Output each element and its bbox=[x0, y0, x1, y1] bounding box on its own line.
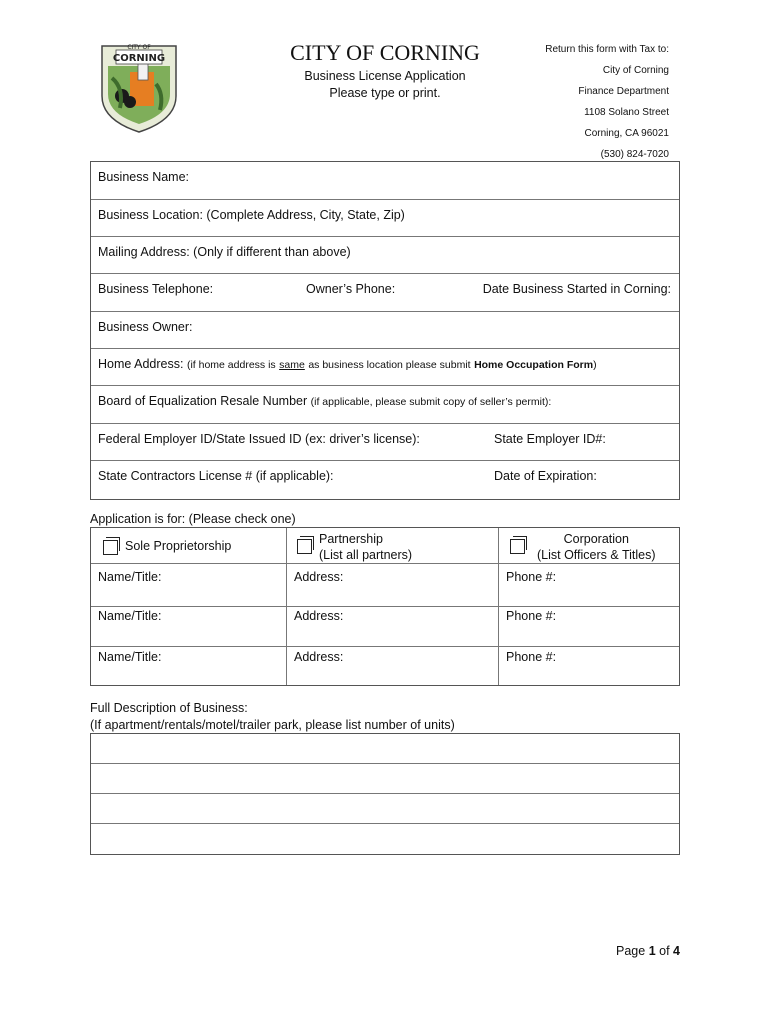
table-row bbox=[91, 647, 679, 685]
home-occupation-form-ref: Home Occupation Form bbox=[474, 359, 594, 371]
partnership-label bbox=[319, 531, 412, 563]
home-note-end: ) bbox=[593, 359, 597, 371]
home-note: as business location please submit bbox=[308, 359, 471, 371]
description-label-1: Full Description of Business: bbox=[90, 701, 248, 715]
phone-label: Phone #: bbox=[506, 650, 557, 664]
partnership-checkbox[interactable] bbox=[297, 539, 312, 554]
home-note: (if home address is bbox=[186, 359, 276, 371]
application-table bbox=[90, 527, 680, 686]
page-word: Page bbox=[616, 944, 646, 958]
page-of: of bbox=[659, 944, 670, 958]
boe-text: Board of Equalization Resale Number bbox=[98, 394, 308, 408]
partnership-label-1: Partnership bbox=[319, 532, 383, 546]
address-label: Address: bbox=[294, 650, 344, 664]
svg-text:CORNING: CORNING bbox=[112, 53, 166, 64]
application-type-label: Application is for: (Please check one) bbox=[90, 512, 296, 526]
home-note-same: same bbox=[279, 359, 305, 371]
business-owner-label: Business Owner: bbox=[98, 320, 193, 334]
phone-label: Phone #: bbox=[506, 570, 557, 584]
corporation-option[interactable] bbox=[499, 528, 679, 563]
description-line[interactable] bbox=[91, 734, 679, 764]
city-seal-logo bbox=[94, 38, 184, 134]
business-name-label: Business Name: bbox=[98, 170, 190, 184]
address-label: Address: bbox=[294, 609, 344, 623]
return-line: 1108 Solano Street bbox=[584, 107, 669, 118]
business-name-field[interactable] bbox=[91, 162, 679, 200]
return-line: Corning, CA 96021 bbox=[584, 128, 669, 139]
state-employer-id-label: State Employer ID#: bbox=[494, 432, 606, 446]
description-label-2: (If apartment/rentals/motel/trailer park, please list number of units) bbox=[90, 718, 455, 732]
description-label bbox=[90, 700, 455, 734]
subtitle-line-2: Please type or print. bbox=[329, 86, 441, 100]
mailing-address-label: Mailing Address: (Only if different than above) bbox=[98, 245, 351, 259]
federal-id-label: Federal Employer ID/State Issued ID (ex: driver’s license): bbox=[98, 432, 420, 446]
corporation-checkbox[interactable] bbox=[510, 539, 525, 554]
table-row bbox=[91, 607, 679, 647]
date-started-label: Date Business Started in Corning: bbox=[482, 282, 671, 296]
boe-label bbox=[98, 394, 551, 408]
partnership-option[interactable] bbox=[287, 528, 499, 563]
description-line[interactable] bbox=[91, 794, 679, 824]
business-owner-field[interactable] bbox=[91, 312, 679, 349]
address-label: Address: bbox=[294, 570, 344, 584]
corporation-label-1: Corporation bbox=[563, 532, 629, 546]
phone-row[interactable] bbox=[91, 274, 679, 312]
page-current: 1 bbox=[648, 944, 656, 958]
mailing-address-field[interactable] bbox=[91, 237, 679, 274]
address-cell[interactable] bbox=[287, 647, 499, 685]
page-number bbox=[616, 944, 680, 958]
name-title-cell[interactable] bbox=[91, 647, 287, 685]
svg-text:CITY OF: CITY OF bbox=[127, 44, 151, 51]
name-title-label: Name/Title: bbox=[98, 570, 162, 584]
business-info-table bbox=[90, 161, 680, 500]
phone-cell[interactable] bbox=[499, 607, 679, 646]
form-title: CITY OF CORNING bbox=[290, 40, 480, 65]
form-subtitle bbox=[270, 68, 500, 102]
phone-label: Phone #: bbox=[506, 609, 557, 623]
address-cell[interactable] bbox=[287, 607, 499, 646]
contractors-license-label: State Contractors License # (if applicable): bbox=[98, 469, 334, 483]
return-line: (530) 824-7020 bbox=[600, 149, 669, 160]
business-location-label: Business Location: (Complete Address, City, State, Zip) bbox=[98, 208, 405, 222]
return-line: City of Corning bbox=[602, 65, 669, 76]
corporation-label bbox=[537, 531, 656, 563]
business-location-field[interactable] bbox=[91, 200, 679, 237]
description-line[interactable] bbox=[91, 764, 679, 794]
application-type-row bbox=[91, 528, 679, 564]
name-title-label: Name/Title: bbox=[98, 609, 162, 623]
id-row[interactable] bbox=[91, 424, 679, 461]
home-address-text: Home Address: bbox=[98, 357, 184, 371]
description-line[interactable] bbox=[91, 824, 679, 854]
boe-note: (if applicable, please submit copy of seller’s permit): bbox=[310, 396, 552, 408]
name-title-cell[interactable] bbox=[91, 607, 287, 646]
boe-field[interactable] bbox=[91, 386, 679, 424]
home-address-label bbox=[98, 357, 597, 371]
business-telephone-label: Business Telephone: bbox=[98, 282, 214, 296]
address-cell[interactable] bbox=[287, 564, 499, 606]
page-total: 4 bbox=[673, 944, 680, 958]
owners-phone-label: Owner’s Phone: bbox=[306, 282, 396, 296]
subtitle-line-1: Business License Application bbox=[304, 69, 466, 83]
return-address bbox=[545, 44, 669, 170]
name-title-cell[interactable] bbox=[91, 564, 287, 606]
name-title-label: Name/Title: bbox=[98, 650, 162, 664]
sole-proprietorship-option[interactable] bbox=[91, 528, 287, 563]
phone-cell[interactable] bbox=[499, 564, 679, 606]
home-address-field[interactable] bbox=[91, 349, 679, 386]
description-box bbox=[90, 733, 680, 855]
return-line: Return this form with Tax to: bbox=[545, 44, 669, 55]
return-line: Finance Department bbox=[578, 86, 669, 97]
sole-proprietorship-label: Sole Proprietorship bbox=[125, 539, 232, 553]
corporation-label-2: (List Officers & Titles) bbox=[537, 548, 656, 562]
phone-cell[interactable] bbox=[499, 647, 679, 685]
sole-proprietorship-checkbox[interactable] bbox=[103, 540, 118, 555]
date-expiration-label: Date of Expiration: bbox=[494, 469, 597, 483]
table-row bbox=[91, 564, 679, 607]
partnership-label-2: (List all partners) bbox=[319, 548, 413, 562]
contractors-row[interactable] bbox=[91, 461, 679, 499]
